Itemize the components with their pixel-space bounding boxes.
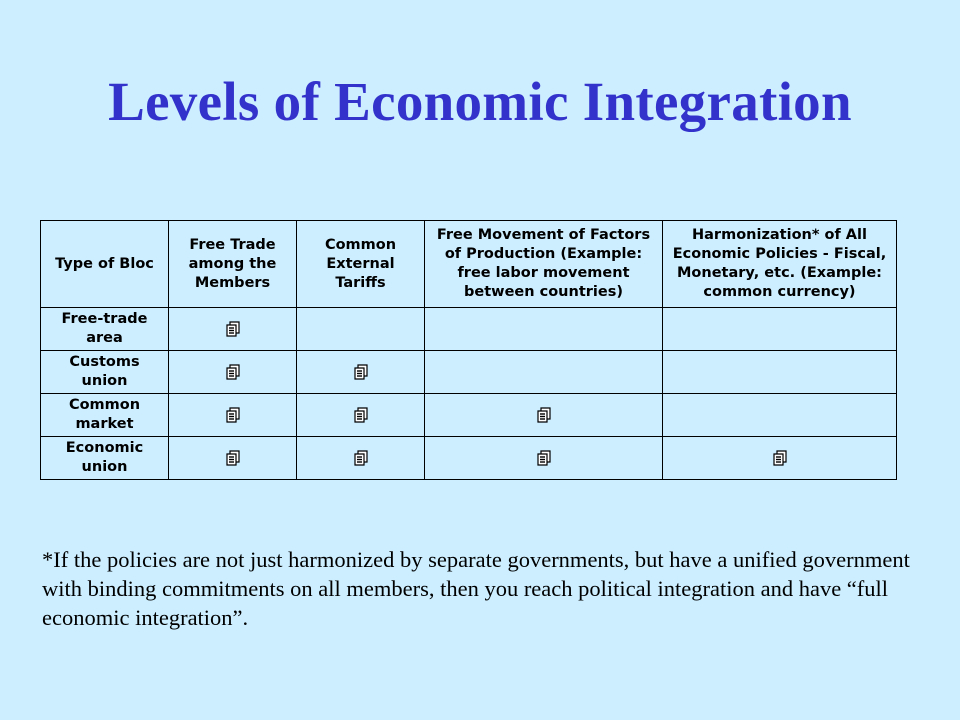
integration-table [40,220,897,480]
header-harmonization: Harmonization* of All Economic Policies - Fiscal, Monetary, etc. (Example: common currency) [663,221,897,308]
table-row [41,437,897,480]
mark-cell [169,437,297,480]
mark-cell [425,351,663,394]
checkbox-icon [226,364,240,380]
row-type-label: Common market [41,394,169,437]
table-row [41,308,897,351]
row-type-label: Customs union [41,351,169,394]
mark-cell [169,394,297,437]
footnote: *If the policies are not just harmonized by separate governments, but have a unified government with binding commitments on all members, then you reach political integration and have “full economic integration”. [42,547,910,630]
checkbox-icon [226,450,240,466]
header-free-trade: Free Trade among the Members [169,221,297,308]
row-type-label: Economic union [41,437,169,480]
mark-cell [663,351,897,394]
mark-cell [663,437,897,480]
header-type-of-bloc: Type of Bloc [41,221,169,308]
mark-cell [425,394,663,437]
checkbox-icon [226,407,240,423]
checkbox-icon [537,407,551,423]
checkbox-icon [354,450,368,466]
header-free-movement-factors: Free Movement of Factors of Production (Example: free labor movement between countries) [425,221,663,308]
checkbox-icon [354,364,368,380]
checkbox-icon [354,407,368,423]
checkbox-icon [773,450,787,466]
checkbox-icon [537,450,551,466]
table-header-row [41,221,897,308]
mark-cell [297,308,425,351]
checkbox-icon [226,321,240,337]
mark-cell [297,437,425,480]
mark-cell [297,351,425,394]
table-row [41,351,897,394]
mark-cell [663,394,897,437]
slide-title: Levels of Economic Integration [108,71,852,132]
mark-cell [663,308,897,351]
mark-cell [297,394,425,437]
mark-cell [169,351,297,394]
mark-cell [425,437,663,480]
table-row [41,394,897,437]
mark-cell [169,308,297,351]
mark-cell [425,308,663,351]
row-type-label: Free-trade area [41,308,169,351]
header-common-external-tariffs: Common External Tariffs [297,221,425,308]
